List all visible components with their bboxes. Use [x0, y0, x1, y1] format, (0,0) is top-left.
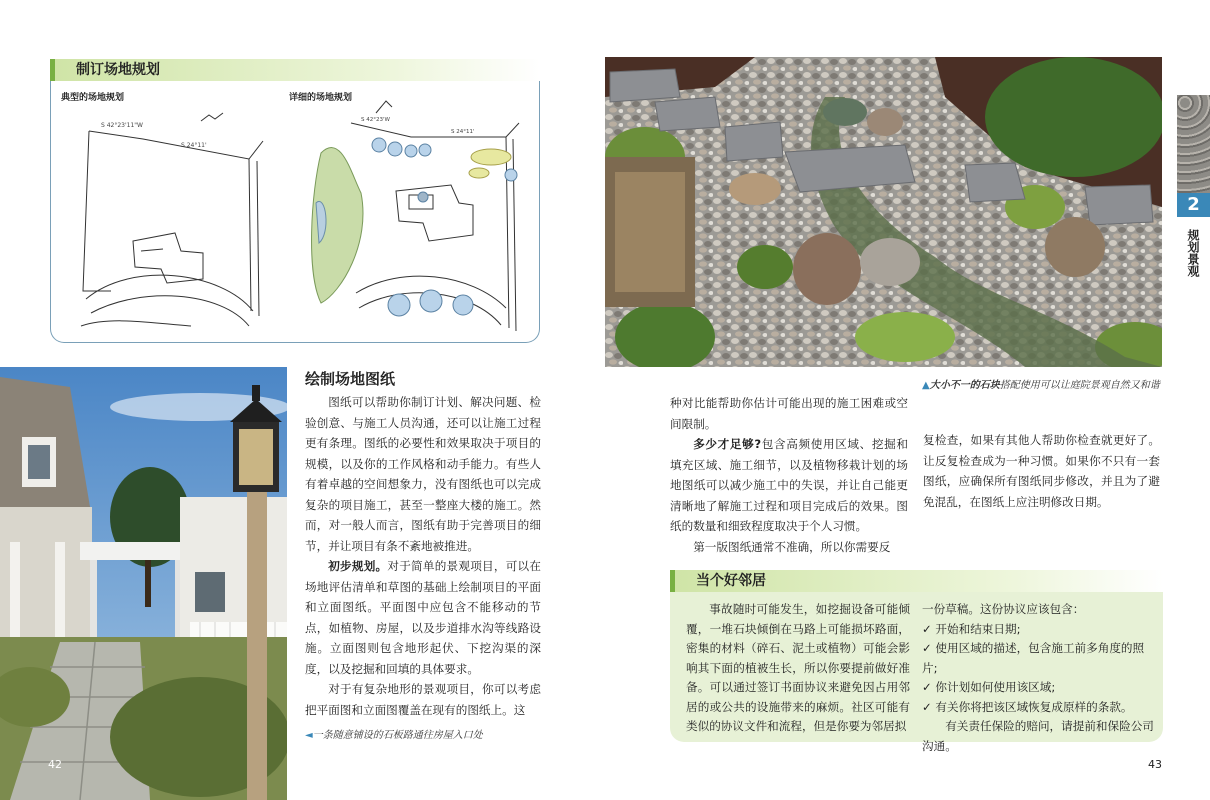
stone-path-house-photo [0, 367, 287, 800]
paragraph-continued: 种对比能帮助你估计可能出现的施工困难或空间限制。 [670, 396, 908, 431]
paragraph-intro: 图纸可以帮助你制订计划、解决问题、检验创意、与施工人员沟通，还可以让施工过程更有条理。图纸的必要性和效果取决于项目的规模，以及你的工作风格和动手能力。有些人有着卓越的空间想象力，没有图纸也可以完成复杂的项目施工，甚至一整座大楼的施工。然而，对一般人而言，图纸有助于完善项目的细节，并让项目有条不紊地被推进。 [305, 395, 541, 553]
caption-stone-path: ◄一条随意铺设的石板路通往房屋入口处 [305, 730, 483, 741]
caption-arrow-icon: ◄ [305, 730, 313, 741]
heading-draw-site-plans: 绘制场地图纸 [305, 370, 396, 388]
paragraph-preliminary: 初步规划。对于简单的景观项目，可以在场地评估清单和草图的基础上绘制项目的平面和立面图纸。平面图中应包含不能移动的节点，如植物、房屋，以及步道排水沟等线路设施。立面图则包含地形起伏、下挖沟渠的深度，以及挖掘和回填的具体要求。 [305, 559, 541, 676]
agreement-intro: 一份草稿。这份协议应该包含： [922, 602, 1085, 616]
right-page [600, 0, 1210, 800]
site-plan-drawings [50, 81, 540, 343]
svg-text:S 42°23'W: S 42°23'W [361, 117, 390, 123]
section-title-site-plan: 制订场地规划 [50, 59, 540, 81]
checklist-item: ✓ 你计划如何使用该区域; [922, 680, 1056, 694]
box-title-good-neighbor: 当个好邻居 [670, 570, 1163, 592]
check-icon: ✓ [922, 699, 936, 714]
tab-chapter-label: 规划景观 [1186, 229, 1200, 277]
page-number-left: 42 [48, 758, 62, 771]
insurance-note: 有关责任保险的赔问，请提前和保险公司沟通。 [922, 719, 1154, 753]
paragraph-recheck: 复检查，如果有其他人帮助你检查就更好了。让反复检查成为一种习惯。如果你不只有一套图纸，应确保所有图纸同步修改，并且为了避免混乱，在图纸上应注明修改日期。 [923, 433, 1160, 509]
left-body-text [305, 392, 541, 720]
left-page [0, 0, 600, 800]
svg-text:S 42°23'11"W: S 42°23'11"W [101, 122, 143, 129]
caption-rock-garden: ▲大小不一的石块搭配使用可以让庭院景观自然又和谐 [922, 380, 1160, 391]
check-icon: ✓ [922, 641, 936, 655]
paragraph-how-much: 多少才足够?包含高频使用区域、挖掘和填充区域、施工细节，以及植物移栽计划的场地图纸可以减少施工中的失误，并让自己能更清晰地了解施工过程和项目完成后的效果。图纸的数量和细致程度取决于个人习惯。 [670, 437, 908, 533]
box-left-text: 事故随时可能发生，如挖掘设备可能倾覆，一堆石块倾倒在马路上可能损坏路面，密集的材料（碎石、泥土或植物）可能会影响其下面的植被生长，所以你要提前做好准备。可以通过签订书面协议来避免因占用邻居的或公共的设施带来的麻烦。社区可能有类似的协议文件和流程，但是你要为邻居拟 [686, 602, 910, 733]
checklist-item: ✓ 有关你将把该区域恢复成原样的条款。 [922, 699, 1133, 714]
detailed-site-plan-sketch [301, 93, 531, 333]
right-body-col1 [670, 393, 908, 557]
checklist-item: ✓ 使用区域的描述，包含施工前多角度的照片; [922, 641, 1145, 675]
svg-text:S 24°11': S 24°11' [181, 142, 207, 149]
rock-garden-photo [605, 57, 1162, 367]
right-body-col2 [923, 430, 1160, 512]
page-number-right: 43 [1148, 758, 1162, 771]
caption-arrow-icon: ▲ [922, 380, 930, 391]
paragraph-first-draft: 第一版图纸通常不准确，所以你需要反 [693, 539, 891, 554]
check-icon: ✓ [922, 621, 936, 636]
lead-preliminary: 初步规划。 [328, 559, 388, 573]
box-right-column [922, 600, 1158, 756]
checklist-item: ✓ 开始和结束日期; [922, 621, 1021, 636]
chapter-tab [1177, 95, 1210, 285]
tab-chapter-number: 2 [1177, 193, 1210, 217]
good-neighbor-box [670, 570, 1163, 753]
typical-site-plan-sketch [71, 101, 291, 331]
paragraph-complex-terrain: 对于有复杂地形的景观项目，你可以考虑把平面图和立面图覆盖在现有的图纸上。这 [305, 682, 541, 717]
tab-pebble-image [1177, 95, 1210, 193]
check-icon: ✓ [922, 680, 936, 694]
svg-text:S 24°11': S 24°11' [451, 129, 475, 135]
plan-label-detailed: 详细的场地规划 [289, 93, 353, 103]
plan-label-typical: 典型的场地规划 [61, 93, 125, 103]
